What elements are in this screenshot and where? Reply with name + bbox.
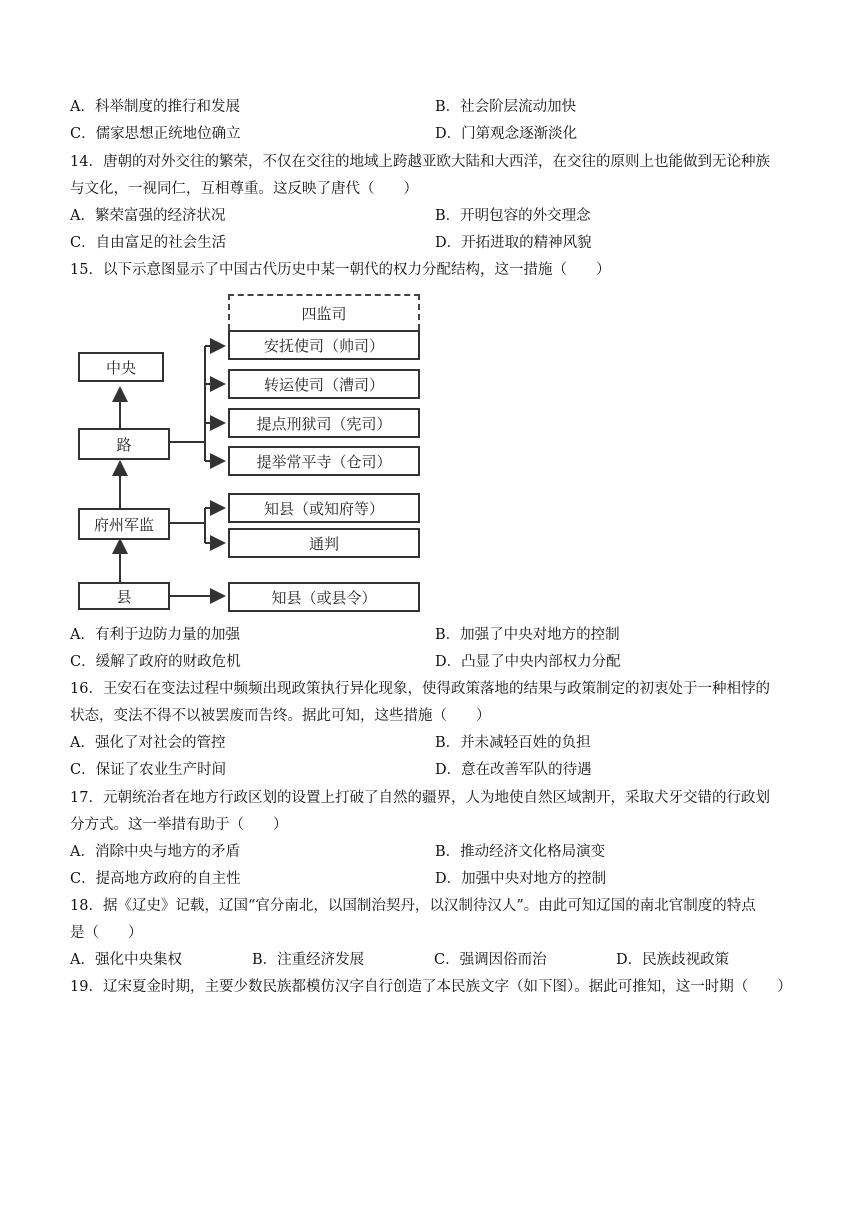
q16-option-b[interactable]: B．并未减轻百姓的负担	[435, 735, 591, 751]
q18-option-d[interactable]: D．民族歧视政策	[616, 952, 730, 968]
q17-option-b[interactable]: B．推动经济文化格局演变	[435, 844, 606, 860]
q16-stem-line2: 状态，变法不得不以被罢废而告终。据此可知，这些措施（ ）	[70, 708, 491, 724]
q16-option-d[interactable]: D．意在改善军队的待遇	[435, 762, 592, 778]
q15-option-c[interactable]: C．缓解了政府的财政危机	[70, 654, 241, 670]
node-lu: 路	[78, 428, 170, 460]
q13-option-b[interactable]: B．社会阶层流动加快	[435, 99, 577, 115]
q17-option-a[interactable]: A．消除中央与地方的矛盾	[70, 844, 240, 860]
q18-stem-line1: 18．据《辽史》记载，辽国“官分南北，以国制治契丹，以汉制待汉人”。由此可知辽国的南北官制度的特点	[70, 898, 756, 914]
node-center: 中央	[78, 352, 164, 382]
node-xian: 县	[78, 582, 170, 610]
node-anfu-shisi: 安抚使司（帅司）	[228, 330, 420, 360]
q14-option-d[interactable]: D．开拓进取的精神风貌	[435, 235, 592, 251]
q18-option-c[interactable]: C．强调因俗而治	[434, 952, 547, 968]
node-fuzhou-junjian: 府州军监	[78, 508, 170, 540]
q14-option-b[interactable]: B．开明包容的外交理念	[435, 208, 591, 224]
q13-option-c[interactable]: C．儒家思想正统地位确立	[70, 126, 241, 142]
node-zhixian-zhifu: 知县（或知府等）	[228, 493, 420, 523]
q18-option-a[interactable]: A．强化中央集权	[70, 952, 182, 968]
q15-option-a[interactable]: A．有利于边防力量的加强	[70, 627, 240, 643]
q14-stem-line1: 14．唐朝的对外交往的繁荣，不仅在交往的地域上跨越亚欧大陆和大西洋，在交往的原则上也能做到无论种族	[70, 154, 770, 170]
four-supervisors-header: 四监司	[228, 294, 420, 330]
node-tongpan: 通判	[228, 528, 420, 558]
q15-stem: 15．以下示意图显示了中国古代历史中某一朝代的权力分配结构，这一措施（ ）	[70, 262, 611, 278]
q14-option-a[interactable]: A．繁荣富强的经济状况	[70, 208, 226, 224]
q17-option-d[interactable]: D．加强中央对地方的控制	[435, 871, 607, 887]
q13-option-a[interactable]: A．科举制度的推行和发展	[70, 99, 240, 115]
q19-stem: 19．辽宋夏金时期，主要少数民族都模仿汉字自行创造了本民族文字（如下图）。据此可推知，这一时期（ ）	[70, 979, 792, 995]
q13-option-d[interactable]: D．门第观念逐渐淡化	[435, 126, 578, 142]
q18-stem-line2: 是（ ）	[70, 925, 143, 941]
q14-option-c[interactable]: C．自由富足的社会生活	[70, 235, 227, 251]
node-zhixian-xianling: 知县（或县令）	[228, 582, 420, 612]
power-structure-diagram	[70, 290, 426, 616]
q16-stem-line1: 16．王安石在变法过程中频频出现政策执行异化现象，使得政策落地的结果与政策制定的初衷处于一种相悖的	[70, 681, 770, 697]
q18-option-b[interactable]: B．注重经济发展	[252, 952, 365, 968]
q17-option-c[interactable]: C．提高地方政府的自主性	[70, 871, 241, 887]
q16-option-a[interactable]: A．强化了对社会的管控	[70, 735, 226, 751]
node-tidian-xingyusi: 提点刑狱司（宪司）	[228, 408, 420, 438]
q15-option-d[interactable]: D．凸显了中央内部权力分配	[435, 654, 621, 670]
node-tiju-changpingsi: 提举常平寺（仓司）	[228, 446, 420, 476]
q16-option-c[interactable]: C．保证了农业生产时间	[70, 762, 227, 778]
q17-stem-line1: 17．元朝统治者在地方行政区划的设置上打破了自然的疆界，人为地使自然区域割开，采取犬牙交错的行政划	[70, 790, 770, 806]
q15-option-b[interactable]: B．加强了中央对地方的控制	[435, 627, 620, 643]
q17-stem-line2: 分方式。这一举措有助于（ ）	[70, 817, 288, 833]
node-zhuanyun-shisi: 转运使司（漕司）	[228, 369, 420, 399]
q14-stem-line2: 与文化，一视同仁，互相尊重。这反映了唐代（ ）	[70, 181, 418, 197]
